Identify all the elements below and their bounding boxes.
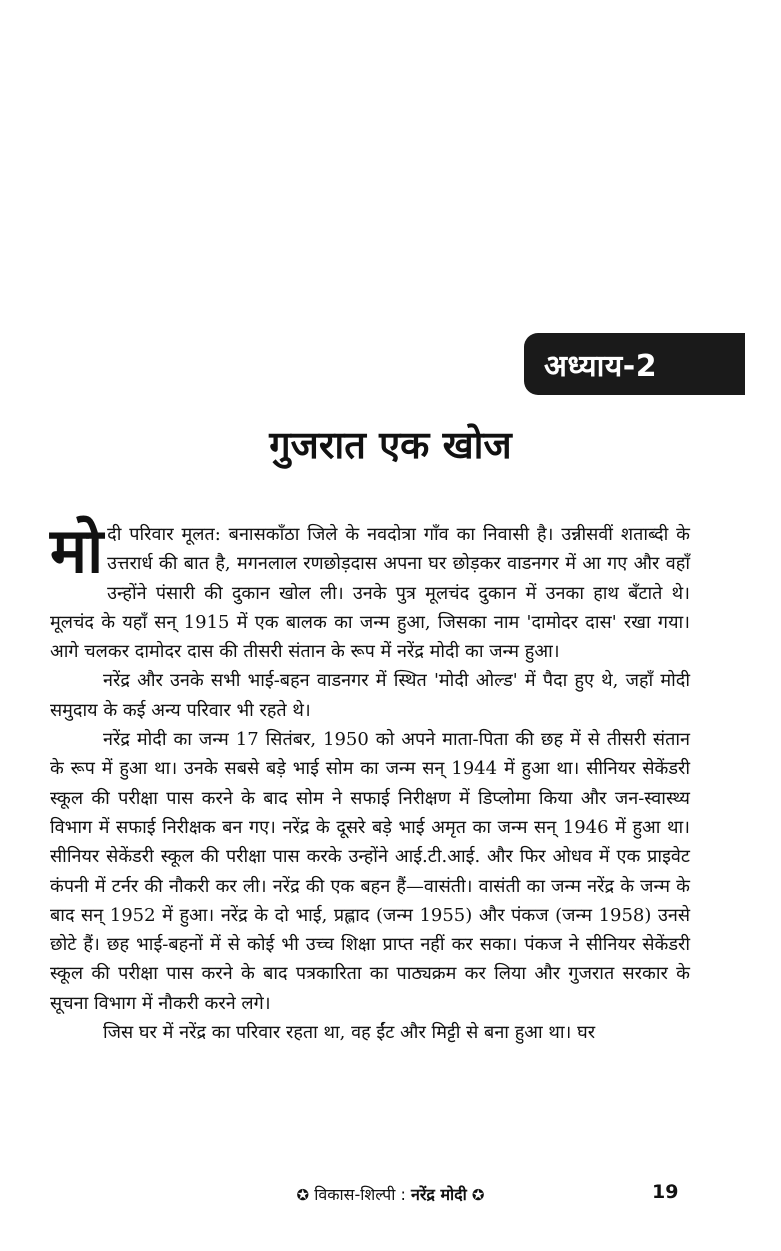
page-number: 19 [652, 1181, 679, 1203]
chapter-label-tab [524, 333, 745, 395]
paragraph-4: जिस घर में नरेंद्र का परिवार रहता था, वह ईंट और मिट्टी से बना हुआ था। घर [103, 1022, 596, 1044]
footer-name: नरेंद्र मोदी [410, 1185, 467, 1204]
chapter-label: अध्याय-2 [544, 348, 658, 384]
paragraph-1-text: दी परिवार मूलत: बनासकाँठा जिले के नवदोत्रा गाँव का निवासी है। उन्नीसवीं शताब्दी के उत्तरार्ध की बात है, मगनलाल रणछोड़दास अपना घर छोड़कर वाडनगर में आ गए और वहाँ उन्होंने पंसारी की दुकान खोल ली। उनके पुत्र मूलचंद दुकान में उनका हाथ बँटाते थे। मूलचंद के यहाँ सन् 1915 में एक बालक का जन्म हुआ, जिसका नाम 'दामोदर दास' रखा गया। आगे चलकर दामोदर दास की तीसरी संतान के रूप में नरेंद्र मोदी का जन्म हुआ। [50, 524, 690, 663]
paragraph-3: नरेंद्र मोदी का जन्म 17 सितंबर, 1950 को अपने माता-पिता की छह में से तीसरी संतान के रूप में हुआ था। उनके सबसे बड़े भाई सोम का जन्म सन् 1944 में हुआ था। सीनियर सेकेंडरी स्कूल की परीक्षा पास करने के बाद सोम ने सफाई निरीक्षण में डिप्लोमा किया और जन-स्वास्थ्य विभाग में सफाई निरीक्षक बन गए। नरेंद्र के दूसरे बड़े भाई अमृत का जन्म सन् 1946 में हुआ था। सीनियर सेकेंडरी स्कूल की परीक्षा पास करके उन्होंने आई.टी.आई. और फिर ओधव में एक प्राइवेट कंपनी में टर्नर की नौकरी कर ली। नरेंद्र की एक बहन हैं—वासंती। वासंती का जन्म नरेंद्र के जन्म के बाद सन् 1952 में हुआ। नरेंद्र के दो भाई, प्रह्लाद (जन्म 1955) और पंकज (जन्म 1958) उनसे छोटे हैं। छह भाई-बहनों में से कोई भी उच्च शिक्षा प्राप्त नहीं कर सका। पंकज ने सीनियर सेकेंडरी स्कूल की परीक्षा पास करने के बाद पत्रकारिता का पाठ्यक्रम कर लिया और गुजरात सरकार के सूचना विभाग में नौकरी करने लगे। [50, 729, 690, 1014]
paragraph-1 [50, 514, 690, 666]
body-text [50, 514, 690, 1047]
chapter-title: गुजरात एक खोज [269, 423, 512, 467]
drop-cap: मो [50, 514, 104, 587]
flower-ornament-icon: ✪ [296, 1186, 310, 1204]
flower-ornament-icon: ✪ [471, 1186, 485, 1204]
paragraph-2: नरेंद्र और उनके सभी भाई-बहन वाडनगर में स्थित 'मोदी ओल्ड' में पैदा हुए थे, जहाँ मोदी समुदाय के कई अन्य परिवार भी रहते थे। [50, 670, 690, 721]
footer-series: विकास-शिल्पी : [314, 1185, 411, 1204]
